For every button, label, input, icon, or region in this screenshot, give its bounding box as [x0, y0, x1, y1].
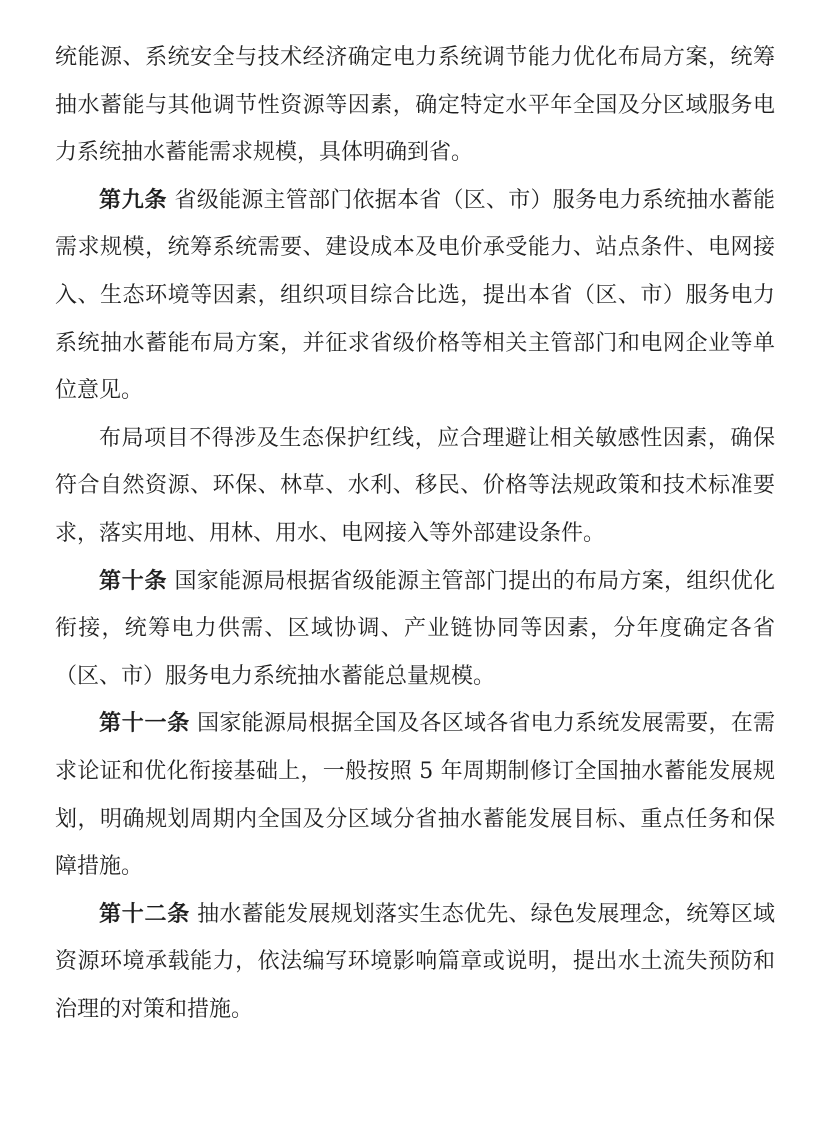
paragraph-article-12: [55, 891, 775, 1034]
document-page: [55, 34, 775, 1033]
article-heading: 第十一条: [99, 711, 190, 737]
paragraph-article-10: [55, 558, 775, 701]
paragraph-text: 抽水蓄能发展规划落实生态优先、绿色发展理念，统筹区域资源环境承载能力，依法编写环境影响篇章或说明，提出水土流失预防和治理的对策和措施。: [55, 901, 775, 1022]
article-heading: 第十条: [99, 568, 168, 594]
paragraph-text: 国家能源局根据全国及各区域各省电力系统发展需要，在需求论证和优化衔接基础上，一般按照 5 年周期制修订全国抽水蓄能发展规划，明确规划周期内全国及分区域分省抽水蓄能发展目标、重点任务和保障措施。: [55, 711, 775, 880]
paragraph-text: 布局项目不得涉及生态保护红线，应合理避让相关敏感性因素，确保符合自然资源、环保、林草、水利、移民、价格等法规政策和技术标准要求，落实用地、用林、用水、电网接入等外部建设条件。: [55, 425, 775, 546]
paragraph-article-11: [55, 700, 775, 890]
paragraph-article-9: [55, 177, 775, 415]
article-heading: 第十二条: [99, 901, 190, 927]
paragraph-continuation: [55, 34, 775, 177]
article-heading: 第九条: [99, 187, 168, 213]
paragraph-text: 省级能源主管部门依据本省（区、市）服务电力系统抽水蓄能需求规模，统筹系统需要、建设成本及电价承受能力、站点条件、电网接入、生态环境等因素，组织项目综合比选，提出本省（区、市）服务电力系统抽水蓄能布局方案，并征求省级价格等相关主管部门和电网企业等单位意见。: [55, 187, 775, 404]
paragraph-text: 国家能源局根据省级能源主管部门提出的布局方案，组织优化衔接，统筹电力供需、区域协调、产业链协同等因素，分年度确定各省（区、市）服务电力系统抽水蓄能总量规模。: [55, 568, 775, 689]
paragraph-text: 统能源、系统安全与技术经济确定电力系统调节能力优化布局方案，统筹抽水蓄能与其他调节性资源等因素，确定特定水平年全国及分区域服务电力系统抽水蓄能需求规模，具体明确到省。: [55, 45, 775, 166]
paragraph-article-9-second: [55, 415, 775, 558]
